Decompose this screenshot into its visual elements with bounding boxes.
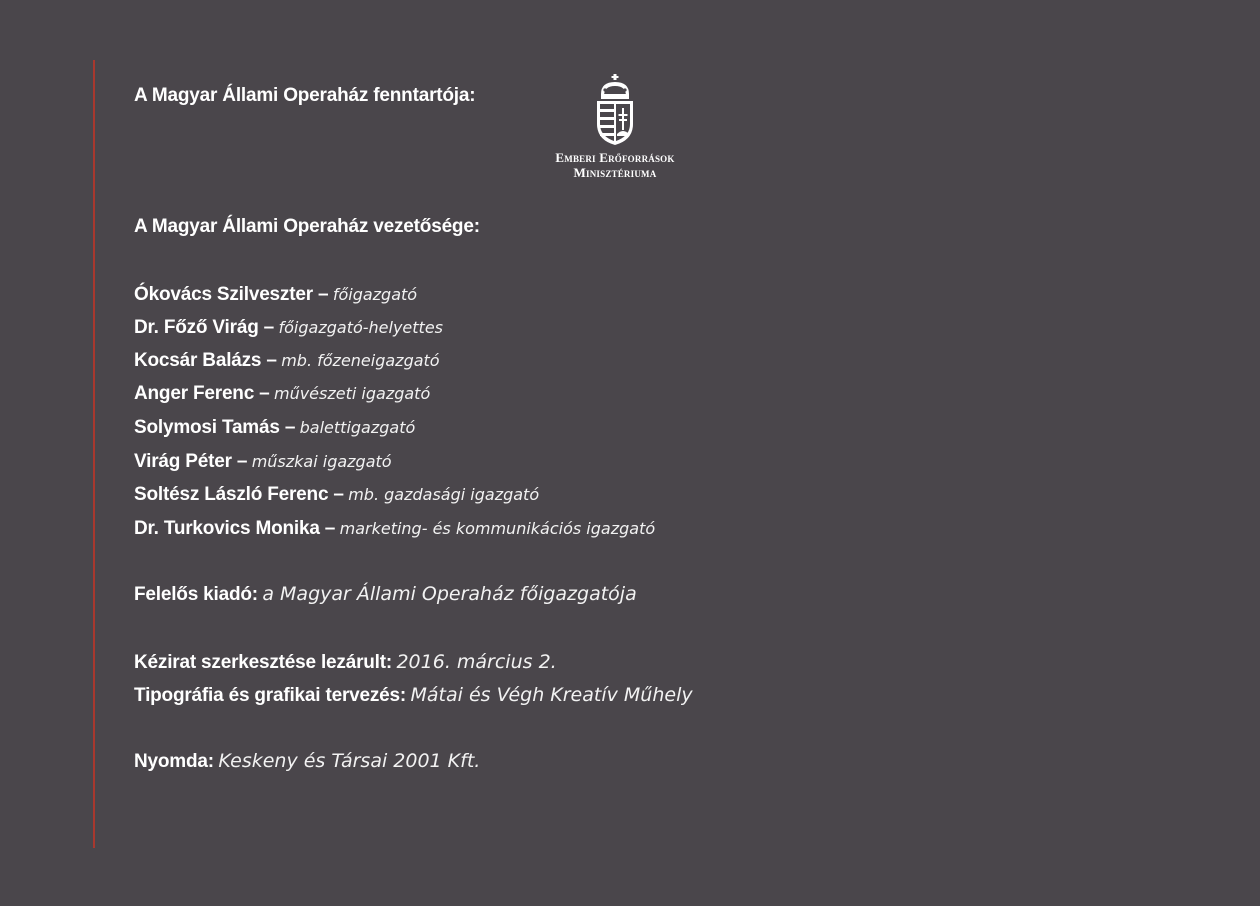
manuscript-closed-label: Kézirat szerkesztése lezárult:	[134, 652, 393, 673]
person-role: mb. gazdasági igazgató	[348, 485, 540, 504]
printer-value: Keskeny és Társai 2001 Kft.	[218, 750, 481, 772]
manuscript-closed-value: 2016. március 2.	[396, 651, 557, 673]
person-row	[134, 382, 430, 407]
red-vertical-rule	[93, 60, 95, 848]
design-value: Mátai és Végh Kreatív Műhely	[410, 684, 693, 706]
person-name: Kocsár Balázs –	[134, 350, 277, 371]
person-row	[134, 450, 392, 475]
printer-label: Nyomda:	[134, 751, 214, 772]
person-row	[134, 517, 655, 542]
person-name: Virág Péter –	[134, 451, 248, 472]
person-name: Dr. Turkovics Monika –	[134, 518, 336, 539]
person-row	[134, 483, 539, 508]
person-role: mb. főzeneigazgató	[281, 351, 440, 370]
printer-line	[134, 749, 480, 775]
design-line	[134, 683, 693, 709]
design-label: Tipográfia és grafikai tervezés:	[134, 685, 407, 706]
publisher-label: Felelős kiadó:	[134, 584, 258, 605]
publisher-line	[134, 582, 637, 608]
person-role: főigazgató	[332, 285, 418, 304]
person-role: műszkai igazgató	[251, 452, 392, 471]
person-row	[134, 316, 443, 341]
maintainer-label: A Magyar Állami Operaház fenntartója:	[134, 85, 476, 106]
logo-text-line2: Minisztériuma	[573, 165, 657, 180]
logo-text-line1: Emberi Erőforrások	[555, 150, 675, 165]
person-name: Dr. Főző Virág –	[134, 317, 275, 338]
person-name: Solymosi Tamás –	[134, 417, 296, 438]
manuscript-closed-line	[134, 650, 557, 676]
person-role: marketing- és kommunikációs igazgató	[339, 519, 656, 538]
management-heading: A Magyar Állami Operaház vezetősége:	[134, 216, 480, 237]
person-name: Anger Ferenc –	[134, 383, 270, 404]
person-name: Soltész László Ferenc –	[134, 484, 344, 505]
person-row	[134, 416, 415, 441]
person-role: művészeti igazgató	[273, 384, 431, 403]
ministry-logo	[530, 74, 700, 180]
person-row	[134, 283, 417, 308]
hungarian-coat-of-arms-icon	[593, 74, 637, 146]
person-row	[134, 349, 440, 374]
person-name: Ókovács Szilveszter –	[134, 284, 329, 305]
person-role: balettigazgató	[299, 418, 416, 437]
person-role: főigazgató-helyettes	[278, 318, 443, 337]
publisher-value: a Magyar Állami Operaház főigazgatója	[262, 583, 637, 605]
